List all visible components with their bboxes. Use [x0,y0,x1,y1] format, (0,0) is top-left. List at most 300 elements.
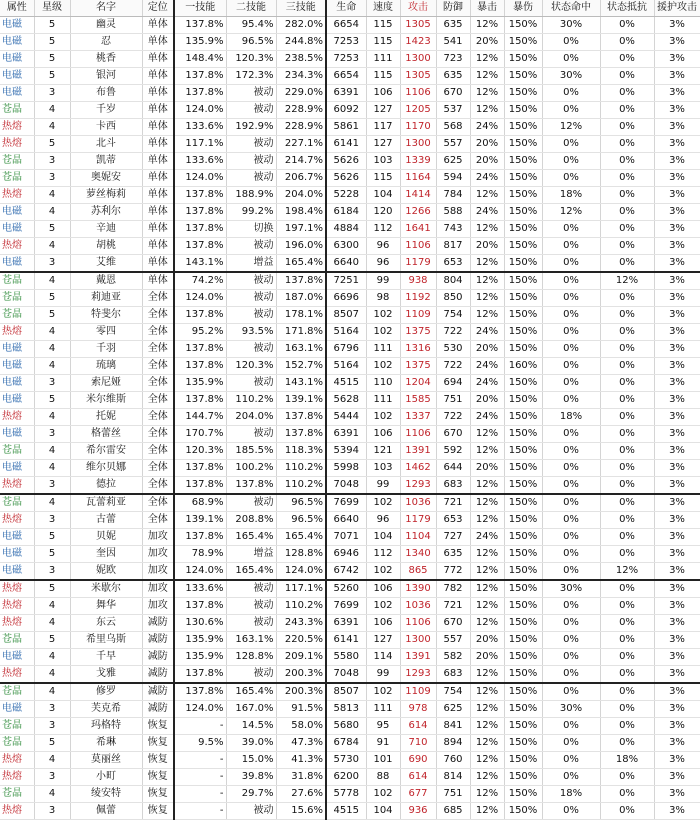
cell-hp: 6640 [326,512,366,529]
cell-crit-dmg: 150% [504,649,542,666]
cell-skill1: 133.6% [174,153,226,170]
cell-support-attack: 3% [654,170,700,187]
cell-skill1: - [174,752,226,769]
cell-attack: 1391 [400,649,436,666]
cell-star: 3 [34,255,70,273]
cell-effect-hit: 0% [542,375,600,392]
cell-hp: 6784 [326,735,366,752]
cell-element: 苍晶 [0,632,34,649]
cell-defense: 594 [436,170,470,187]
cell-effect-resist: 0% [600,307,654,324]
cell-attack: 1340 [400,546,436,563]
cell-element: 苍晶 [0,494,34,512]
cell-speed: 120 [366,204,400,221]
cell-element: 苍晶 [0,153,34,170]
cell-element: 热熔 [0,119,34,136]
cell-speed: 96 [366,238,400,255]
cell-name: 托妮 [70,409,142,426]
cell-support-attack: 3% [654,51,700,68]
cell-speed: 102 [366,563,400,581]
cell-effect-hit: 0% [542,615,600,632]
cell-effect-hit: 0% [542,51,600,68]
cell-hp: 5628 [326,392,366,409]
table-row [0,51,700,68]
cell-skill3: 91.5% [276,701,326,718]
cell-speed: 102 [366,307,400,324]
cell-defense: 592 [436,443,470,460]
cell-element: 电磁 [0,460,34,477]
cell-support-attack: 3% [654,187,700,204]
cell-effect-resist: 0% [600,580,654,598]
cell-role: 单体 [142,102,174,119]
cell-support-attack: 3% [654,803,700,820]
cell-support-attack: 3% [654,512,700,529]
cell-speed: 127 [366,136,400,153]
cell-skill2: 100.2% [226,460,276,477]
cell-name: 妮欧 [70,563,142,581]
cell-skill2: 204.0% [226,409,276,426]
cell-role: 减防 [142,649,174,666]
cell-star: 3 [34,85,70,102]
cell-skill3: 214.7% [276,153,326,170]
cell-skill3: 187.0% [276,290,326,307]
cell-skill2: 188.9% [226,187,276,204]
cell-crit-dmg: 150% [504,307,542,324]
cell-role: 全体 [142,460,174,477]
cell-speed: 99 [366,477,400,495]
cell-skill2: 被动 [226,426,276,443]
cell-effect-resist: 0% [600,170,654,187]
cell-hp: 5813 [326,701,366,718]
cell-effect-hit: 30% [542,17,600,34]
cell-star: 4 [34,102,70,119]
cell-skill3: 31.8% [276,769,326,786]
cell-defense: 568 [436,119,470,136]
cell-speed: 99 [366,666,400,684]
cell-defense: 557 [436,632,470,649]
cell-name: 银河 [70,68,142,85]
cell-attack: 1293 [400,477,436,495]
cell-effect-hit: 0% [542,632,600,649]
cell-skill1: 137.8% [174,85,226,102]
cell-crit-dmg: 150% [504,34,542,51]
table-row [0,443,700,460]
table-row [0,341,700,358]
cell-effect-resist: 0% [600,649,654,666]
cell-name: 舞华 [70,598,142,615]
cell-effect-hit: 0% [542,290,600,307]
cell-speed: 95 [366,718,400,735]
cell-skill3: 110.2% [276,598,326,615]
cell-support-attack: 3% [654,426,700,443]
cell-crit: 24% [470,204,504,221]
cell-name: 零四 [70,324,142,341]
cell-effect-resist: 0% [600,803,654,820]
cell-attack: 1179 [400,255,436,273]
cell-support-attack: 3% [654,718,700,735]
cell-speed: 88 [366,769,400,786]
cell-star: 5 [34,290,70,307]
cell-crit: 12% [470,786,504,803]
cell-crit: 12% [470,85,504,102]
cell-skill3: 110.2% [276,477,326,495]
cell-skill1: 137.8% [174,204,226,221]
cell-attack: 1179 [400,512,436,529]
table-row [0,17,700,34]
cell-skill3: 171.8% [276,324,326,341]
cell-hp: 7253 [326,51,366,68]
table-row [0,580,700,598]
cell-support-attack: 3% [654,17,700,34]
cell-element: 热熔 [0,752,34,769]
cell-effect-hit: 0% [542,494,600,512]
cell-effect-resist: 0% [600,68,654,85]
table-row [0,649,700,666]
cell-speed: 102 [366,358,400,375]
cell-skill1: 137.8% [174,666,226,684]
cell-effect-resist: 0% [600,324,654,341]
cell-skill1: 133.6% [174,580,226,598]
cell-skill3: 165.4% [276,255,326,273]
cell-hp: 5626 [326,170,366,187]
cell-hp: 7253 [326,34,366,51]
cell-effect-hit: 0% [542,255,600,273]
cell-effect-hit: 0% [542,358,600,375]
cell-support-attack: 3% [654,443,700,460]
cell-star: 5 [34,17,70,34]
cell-star: 4 [34,119,70,136]
cell-defense: 653 [436,255,470,273]
cell-crit-dmg: 150% [504,392,542,409]
cell-role: 减防 [142,666,174,684]
table-row [0,307,700,324]
cell-skill2: 185.5% [226,443,276,460]
cell-attack: 1104 [400,529,436,546]
cell-star: 3 [34,803,70,820]
cell-speed: 102 [366,786,400,803]
cell-star: 3 [34,512,70,529]
cell-hp: 6300 [326,238,366,255]
cell-star: 4 [34,358,70,375]
cell-name: 莫丽丝 [70,752,142,769]
cell-hp: 5260 [326,580,366,598]
cell-element: 电磁 [0,375,34,392]
cell-attack: 1337 [400,409,436,426]
table-row [0,632,700,649]
cell-skill1: 137.8% [174,221,226,238]
cell-support-attack: 3% [654,460,700,477]
cell-effect-hit: 12% [542,204,600,221]
cell-hp: 6092 [326,102,366,119]
cell-hp: 5730 [326,752,366,769]
header-defense: 防御 [436,0,470,17]
cell-defense: 850 [436,290,470,307]
cell-name: 德拉 [70,477,142,495]
cell-skill3: 200.3% [276,666,326,684]
cell-crit-dmg: 150% [504,443,542,460]
cell-effect-hit: 0% [542,34,600,51]
cell-attack: 1205 [400,102,436,119]
cell-skill2: 被动 [226,272,276,290]
cell-skill1: 137.8% [174,683,226,701]
cell-support-attack: 3% [654,409,700,426]
cell-speed: 104 [366,529,400,546]
cell-support-attack: 3% [654,272,700,290]
cell-defense: 760 [436,752,470,769]
cell-crit: 12% [470,718,504,735]
cell-skill3: 228.9% [276,102,326,119]
cell-crit-dmg: 150% [504,512,542,529]
cell-crit-dmg: 150% [504,615,542,632]
table-row [0,204,700,221]
cell-defense: 644 [436,460,470,477]
cell-star: 5 [34,580,70,598]
cell-star: 4 [34,238,70,255]
cell-attack: 614 [400,718,436,735]
cell-attack: 1106 [400,85,436,102]
cell-skill1: 124.0% [174,170,226,187]
cell-attack: 865 [400,563,436,581]
cell-defense: 635 [436,17,470,34]
cell-speed: 111 [366,51,400,68]
cell-crit: 12% [470,51,504,68]
cell-crit-dmg: 150% [504,409,542,426]
cell-skill3: 196.0% [276,238,326,255]
cell-effect-hit: 18% [542,409,600,426]
cell-effect-hit: 0% [542,803,600,820]
cell-star: 4 [34,683,70,701]
cell-crit-dmg: 150% [504,494,542,512]
cell-speed: 102 [366,409,400,426]
cell-effect-resist: 0% [600,477,654,495]
cell-role: 单体 [142,136,174,153]
cell-support-attack: 3% [654,649,700,666]
cell-skill3: 15.6% [276,803,326,820]
cell-defense: 635 [436,546,470,563]
header-attack: 攻击 [400,0,436,17]
cell-skill3: 178.1% [276,307,326,324]
table-row [0,187,700,204]
cell-speed: 127 [366,632,400,649]
cell-role: 单体 [142,204,174,221]
cell-attack: 1106 [400,426,436,443]
cell-skill1: 137.8% [174,341,226,358]
cell-skill2: 被动 [226,666,276,684]
cell-skill2: 167.0% [226,701,276,718]
cell-star: 3 [34,170,70,187]
cell-defense: 582 [436,649,470,666]
cell-crit-dmg: 150% [504,272,542,290]
cell-name: 特斐尔 [70,307,142,324]
cell-attack: 1192 [400,290,436,307]
cell-speed: 112 [366,221,400,238]
cell-attack: 1305 [400,17,436,34]
cell-crit: 12% [470,701,504,718]
cell-hp: 5626 [326,153,366,170]
cell-crit-dmg: 150% [504,580,542,598]
cell-star: 3 [34,426,70,443]
cell-defense: 804 [436,272,470,290]
cell-skill1: - [174,803,226,820]
cell-hp: 7251 [326,272,366,290]
cell-role: 单体 [142,119,174,136]
cell-skill2: 93.5% [226,324,276,341]
cell-crit: 12% [470,563,504,581]
cell-hp: 8507 [326,307,366,324]
cell-element: 电磁 [0,392,34,409]
cell-star: 4 [34,598,70,615]
cell-support-attack: 3% [654,324,700,341]
cell-hp: 6640 [326,255,366,273]
cell-element: 热熔 [0,324,34,341]
cell-skill2: 增益 [226,255,276,273]
cell-role: 单体 [142,68,174,85]
cell-skill3: 220.5% [276,632,326,649]
cell-attack: 1109 [400,307,436,324]
header-skill2: 二技能 [226,0,276,17]
cell-speed: 115 [366,17,400,34]
cell-speed: 104 [366,187,400,204]
cell-crit: 12% [470,68,504,85]
cell-effect-resist: 0% [600,443,654,460]
cell-hp: 7071 [326,529,366,546]
cell-star: 5 [34,735,70,752]
cell-effect-hit: 0% [542,512,600,529]
cell-effect-hit: 0% [542,443,600,460]
cell-crit: 12% [470,443,504,460]
cell-element: 电磁 [0,221,34,238]
cell-defense: 722 [436,409,470,426]
cell-effect-hit: 0% [542,170,600,187]
cell-crit: 12% [470,546,504,563]
cell-attack: 1293 [400,666,436,684]
cell-skill2: 165.4% [226,529,276,546]
cell-support-attack: 3% [654,598,700,615]
table-row [0,803,700,820]
cell-crit-dmg: 150% [504,632,542,649]
cell-role: 全体 [142,307,174,324]
cell-effect-resist: 0% [600,85,654,102]
cell-skill2: 95.4% [226,17,276,34]
header-hp: 生命 [326,0,366,17]
cell-role: 单体 [142,255,174,273]
cell-effect-resist: 0% [600,204,654,221]
cell-skill3: 197.1% [276,221,326,238]
cell-name: 萝丝梅莉 [70,187,142,204]
cell-speed: 98 [366,290,400,307]
cell-name: 幽灵 [70,17,142,34]
cell-star: 3 [34,563,70,581]
cell-skill2: 被动 [226,102,276,119]
cell-attack: 1391 [400,443,436,460]
cell-role: 加攻 [142,529,174,546]
cell-hp: 6742 [326,563,366,581]
cell-star: 4 [34,341,70,358]
cell-skill3: 243.3% [276,615,326,632]
cell-skill2: 208.8% [226,512,276,529]
cell-name: 苏利尔 [70,204,142,221]
cell-speed: 96 [366,512,400,529]
cell-skill3: 41.3% [276,752,326,769]
cell-crit-dmg: 150% [504,683,542,701]
cell-role: 全体 [142,324,174,341]
cell-effect-resist: 0% [600,786,654,803]
cell-effect-resist: 0% [600,718,654,735]
cell-hp: 5778 [326,786,366,803]
cell-skill1: 137.8% [174,392,226,409]
table-row [0,255,700,273]
cell-skill1: 124.0% [174,563,226,581]
cell-skill3: 238.5% [276,51,326,68]
cell-crit: 12% [470,187,504,204]
cell-defense: 530 [436,341,470,358]
cell-speed: 111 [366,341,400,358]
cell-skill2: 被动 [226,375,276,392]
cell-speed: 112 [366,546,400,563]
cell-defense: 625 [436,153,470,170]
cell-name: 忍 [70,34,142,51]
cell-effect-hit: 0% [542,477,600,495]
cell-element: 苍晶 [0,786,34,803]
cell-attack: 614 [400,769,436,786]
cell-effect-hit: 0% [542,598,600,615]
cell-defense: 694 [436,375,470,392]
cell-skill2: 被动 [226,170,276,187]
cell-skill2: 110.2% [226,392,276,409]
cell-skill1: 139.1% [174,512,226,529]
cell-defense: 841 [436,718,470,735]
cell-skill3: 47.3% [276,735,326,752]
cell-name: 辛迪 [70,221,142,238]
cell-effect-resist: 0% [600,392,654,409]
cell-skill1: 137.8% [174,358,226,375]
cell-hp: 5164 [326,358,366,375]
cell-crit: 20% [470,341,504,358]
cell-speed: 106 [366,85,400,102]
cell-element: 电磁 [0,563,34,581]
cell-element: 电磁 [0,255,34,273]
cell-skill1: 120.3% [174,443,226,460]
cell-effect-resist: 0% [600,341,654,358]
cell-speed: 103 [366,460,400,477]
cell-defense: 625 [436,701,470,718]
cell-effect-resist: 0% [600,512,654,529]
table-row [0,426,700,443]
cell-defense: 670 [436,426,470,443]
cell-element: 电磁 [0,546,34,563]
cell-skill3: 137.8% [276,426,326,443]
cell-skill2: 120.3% [226,358,276,375]
cell-crit-dmg: 150% [504,786,542,803]
cell-support-attack: 3% [654,735,700,752]
cell-attack: 938 [400,272,436,290]
cell-speed: 117 [366,119,400,136]
cell-effect-resist: 0% [600,494,654,512]
cell-star: 3 [34,375,70,392]
cell-crit-dmg: 150% [504,238,542,255]
cell-crit-dmg: 150% [504,769,542,786]
cell-crit: 12% [470,580,504,598]
cell-element: 热熔 [0,409,34,426]
cell-speed: 103 [366,153,400,170]
cell-hp: 5861 [326,119,366,136]
cell-skill1: 124.0% [174,701,226,718]
cell-role: 单体 [142,85,174,102]
cell-crit-dmg: 150% [504,718,542,735]
cell-star: 4 [34,752,70,769]
cell-star: 5 [34,546,70,563]
cell-defense: 754 [436,307,470,324]
